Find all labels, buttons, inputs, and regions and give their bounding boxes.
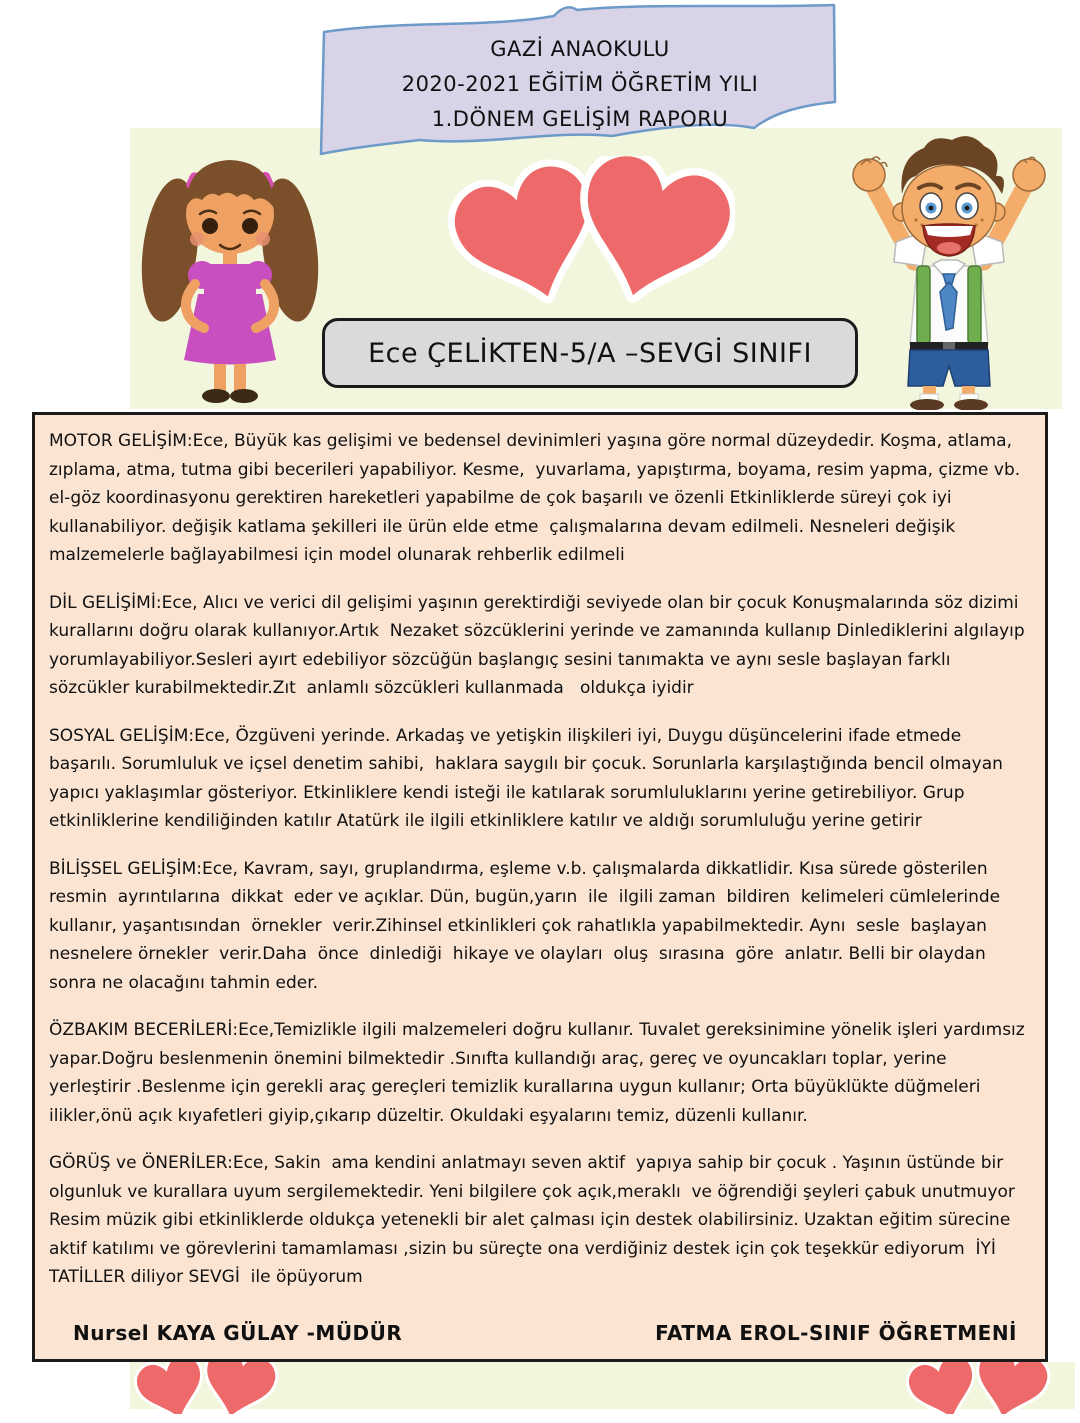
hearts-icon: [128, 1358, 288, 1414]
girl-illustration: [140, 132, 320, 408]
signature-principal: Nursel KAYA GÜLAY -MÜDÜR: [73, 1320, 403, 1345]
banner-title: [346, 32, 814, 137]
report-section-dil: [49, 589, 1031, 703]
report-section-bilissel: [49, 855, 1031, 998]
section-body: Ece, Büyük kas gelişimi ve bedensel devinimleri yaşına göre normal düzeydedir. Koşma, atlama, zıplama, atma, tutma gibi becerileri yapabiliyor. Kesme, yuvarlama, yapıştırma, boyama, resim yapma, çizme vb. el-göz koordinasyonu gerektiren hareketleri yapabilme de çok başarılı ve özenli Etkinliklerde süreyi çok iyi kullanabiliyor. değişik katlama şekilleri ile ürün elde etme çalışmalarına devam edilmeli. Nesneleri değişik malzemelerle bağlayabilmesi için model olunarak rehberlik edilmeli: [49, 431, 1026, 565]
hearts-icon: [445, 156, 735, 314]
report-box: [32, 412, 1048, 1362]
banner-title-line3: 1.DÖNEM GELİŞİM RAPORU: [431, 107, 729, 131]
section-body: Ece, Kavram, sayı, gruplandırma, eşleme v.b. çalışmalarda dikkatlidir. Kısa sürede gösterilen resmin ayrıntılarına dikkat eder ve açıklar. Dün, bugün,yarın ile ilgili zaman bildiren kelimeleri cümlelerinde kullanır, yaşantısından örnekler verir.Zihinsel etkinlikleri çok rahatlıkla yapabilmektedir. Aynı sesle başlayan nesnelere örnekler verir.Daha önce dinlediği hikaye ve olayları oluş sırasına göre anlatır. Belli bir olaydan sonra ne olacağını tahmin eder.: [49, 858, 1006, 993]
school-banner: [316, 2, 842, 170]
section-label: GÖRÜŞ ve ÖNERİLER:: [49, 1153, 233, 1173]
section-body: Ece, Alıcı ve verici dil gelişimi yaşının gerektirdiği seviyede olan bir çocuk Konuşmalarında söz dizimi kurallarını doğru olarak kullanıyor.Artık Nezaket sözcüklerini yerinde ve zamanında kullanıp Dinlediklerini algılayıp yorumlayabiliyor.Sesleri ayırt edebiliyor sözcüğün başlangıç sesini tanımakta ve aynı sesle başlayan farklı sözcükler kurabilmektedir.Zıt anlamlı sözcükleri kullanmada oldukça iyidir: [49, 592, 1031, 698]
section-label: DİL GELİŞİMİ:: [49, 592, 162, 613]
report-section-sosyal: [49, 722, 1031, 836]
section-label: BİLİŞSEL GELİŞİM:: [49, 858, 202, 879]
student-name-box: [322, 318, 858, 388]
section-body: Ece, Özgüveni yerinde. Arkadaş ve yetişkin ilişkileri iyi, Duygu düşüncelerini ifade etmede başarılı. Sorumluluk ve içsel denetim sahibi, haklara saygılı bir çocuk. Sorunlarla karşılaştığında bencil olmayan yapıcı yaklaşımlar gösteriyor. Etkinliklere kendi isteği ile katılarak sorumluluklarını yerine getirebiliyor. Grup etkinliklerine kendiliğinden katılır Atatürk ile ilgili etkinliklere katılır ve aldığı sorumluluğu yerine getirir: [49, 725, 1009, 831]
section-body: Ece,Temizlikle ilgili malzemeleri doğru kullanır. Tuvalet gereksinimine yönelik işleri yardımsız yapar.Doğru beslenmenin önemini bilmektedir .Sınıfta kullandığı araç, gereç ve oyuncakları toplar, yerine yerleştirir .Beslenme için gerekli araç gereçleri temizlik kurallarına uygun kullanır; Orta büyüklükte düğmeleri ilikler,önü açık kıyafetleri giyip,çıkarıp düzeltir. Okuldaki eşyalarını temiz, düzenli kullanır.: [49, 1020, 1031, 1126]
report-section-ozbakim: [49, 1016, 1031, 1130]
section-label: MOTOR GELİŞİM:: [49, 431, 193, 451]
report-section-gorus: [49, 1149, 1031, 1292]
hearts-icon: [900, 1358, 1060, 1414]
signatures-row: [49, 1311, 1031, 1348]
report-section-motor: [49, 427, 1031, 570]
section-body: Ece, Sakin ama kendini anlatmayı seven aktif yapıya sahip bir çocuk . Yaşının üstünde bir olgunluk ve kurallara uyum sergilemektedir. Yeni bilgilere çok açık,meraklı ve öğrendiği şeyleri çabuk unutmuyor Resim müzik gibi etkinliklerde oldukça yetenekli bir alet çalması için destek olabilirsiniz. Uzaktan eğitim sürecine aktif katılımı ve görevlerini tamamlaması ,sizin bu süreçte ona verdiğiniz destek için çok teşekkür ediyorum İYİ TATİLLER diliyor SEVGİ ile öpüyorum: [49, 1153, 1021, 1287]
boy-illustration: [836, 112, 1062, 410]
section-label: SOSYAL GELİŞİM:: [49, 725, 195, 746]
student-name-text: Ece ÇELİKTEN-5/A –SEVGİ SINIFI: [368, 337, 812, 369]
signature-teacher: FATMA EROL-SINIF ÖĞRETMENİ: [655, 1320, 1017, 1345]
banner-title-line1: GAZİ ANAOKULU: [490, 37, 670, 61]
banner-title-line2: 2020-2021 EĞİTİM ÖĞRETİM YILI: [401, 72, 759, 96]
section-label: ÖZBAKIM BECERİLERİ:: [49, 1020, 239, 1040]
